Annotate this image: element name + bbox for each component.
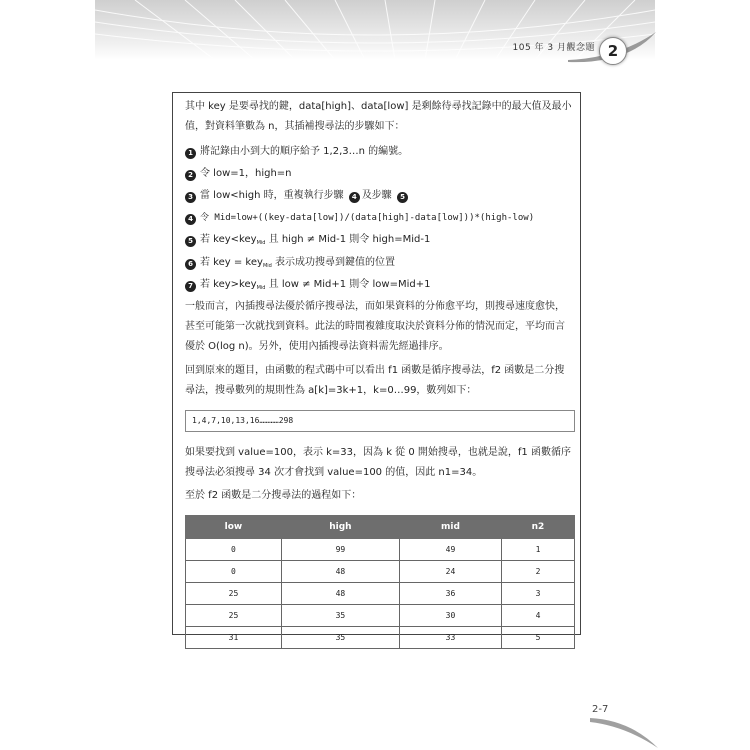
- intro-paragraph: 其中 key 是要尋找的鍵，data[high]、data[low] 是剩餘待尋找記錄中的最大值及最小值，對資料筆數為 n，其插補搜尋法的步驟如下：: [185, 101, 572, 132]
- step-text: 若 key = key: [200, 257, 263, 268]
- table-header-row: [186, 516, 575, 539]
- step-text: 令 low=1，high=n: [200, 168, 292, 179]
- step-reference-badge: 4: [349, 192, 360, 203]
- step-2: [185, 166, 575, 182]
- table-cell: 48: [281, 583, 399, 605]
- page-number: 2-7: [592, 704, 609, 715]
- content-box: [172, 92, 581, 642]
- table-cell: 48: [281, 561, 399, 583]
- table-cell: 1: [501, 539, 574, 561]
- step-number-badge: 2: [185, 170, 196, 181]
- table-row: [186, 627, 575, 649]
- step-number-badge: 5: [185, 236, 196, 247]
- step-text: 及步驟: [361, 190, 392, 201]
- step-text: 將記錄由小到大的順序給予 1,2,3…n 的編號。: [200, 146, 409, 157]
- table-row: [186, 605, 575, 627]
- footer-swoosh-decoration: [590, 710, 660, 750]
- table-cell: 33: [399, 627, 501, 649]
- table-cell: 35: [281, 605, 399, 627]
- step-5: [185, 232, 575, 251]
- step-text: 且 low ≠ Mid+1 則令 low=Mid+1: [265, 279, 431, 290]
- step-text: 若 key>key: [200, 279, 257, 290]
- table-cell: 31: [186, 627, 282, 649]
- table-cell: 35: [281, 627, 399, 649]
- subscript-mid: Mid: [256, 240, 266, 246]
- step-reference-badge: 5: [397, 192, 408, 203]
- table-cell: 3: [501, 583, 574, 605]
- table-cell: 99: [281, 539, 399, 561]
- step-6: [185, 255, 575, 274]
- table-row: [186, 583, 575, 605]
- step-3: [185, 188, 575, 204]
- paragraph-f2-intro: 至於 f2 函數是二分搜尋法的過程如下：: [185, 490, 362, 501]
- step-number-badge: 3: [185, 192, 196, 203]
- subscript-mid: Mid: [262, 263, 272, 269]
- step-text: 且 high ≠ Mid-1 則令 high=Mid-1: [265, 234, 431, 245]
- column-header-low: low: [186, 516, 282, 539]
- paragraph-f1-analysis: 如果要找到 value=100，表示 k=33，因為 k 從 0 開始搜尋，也就是說，f1 函數循序搜尋法必須搜尋 34 次才會找到 value=100 的值，因此 n1=34。: [185, 447, 571, 478]
- table-row: [186, 561, 575, 583]
- step-number-badge: 1: [185, 148, 196, 159]
- table-cell: 25: [186, 583, 282, 605]
- table-row: [186, 539, 575, 561]
- step-4: [185, 210, 575, 226]
- paragraph-comparison: 一般而言，內插搜尋法優於循序搜尋法，而如果資料的分佈愈平均，則搜尋速度愈快，甚至可能第一次就找到資料。此法的時間複雜度取決於資料分佈的情況而定，平均而言優於 O(log n)。另外，使用內插搜尋法資料需先經過排序。: [185, 301, 565, 352]
- chapter-label: 105 年 3 月觀念題: [512, 43, 595, 53]
- chapter-number-badge: 2: [599, 37, 627, 65]
- table-cell: 4: [501, 605, 574, 627]
- column-header-high: high: [281, 516, 399, 539]
- table-cell: 24: [399, 561, 501, 583]
- step-7: [185, 277, 575, 296]
- step-formula: 令 Mid=low+((key-data[low])/(data[high]-data[low]))*(high-low): [200, 213, 535, 223]
- table-cell: 36: [399, 583, 501, 605]
- step-number-badge: 7: [185, 281, 196, 292]
- step-text: 當 low<high 時，重複執行步驟: [200, 190, 344, 201]
- paragraph-original-question: 回到原來的題目，由函數的程式碼中可以看出 f1 函數是循序搜尋法，f2 函數是二分搜尋法，搜尋數列的規則性為 a[k]=3k+1，k=0…99，數列如下：: [185, 365, 565, 396]
- step-text: 表示成功搜尋到鍵值的位置: [271, 257, 396, 268]
- step-text: 若 key<key: [200, 234, 257, 245]
- binary-search-table: [185, 515, 575, 649]
- sequence-code-box: 1,4,7,10,13,16…………298: [185, 410, 575, 432]
- subscript-mid: Mid: [256, 285, 266, 291]
- step-number-badge: 6: [185, 259, 196, 270]
- step-1: [185, 144, 575, 160]
- column-header-mid: mid: [399, 516, 501, 539]
- table-cell: 25: [186, 605, 282, 627]
- table-cell: 0: [186, 539, 282, 561]
- table-cell: 49: [399, 539, 501, 561]
- table-cell: 0: [186, 561, 282, 583]
- step-number-badge: 4: [185, 214, 196, 225]
- table-cell: 30: [399, 605, 501, 627]
- table-cell: 5: [501, 627, 574, 649]
- column-header-n2: n2: [501, 516, 574, 539]
- table-cell: 2: [501, 561, 574, 583]
